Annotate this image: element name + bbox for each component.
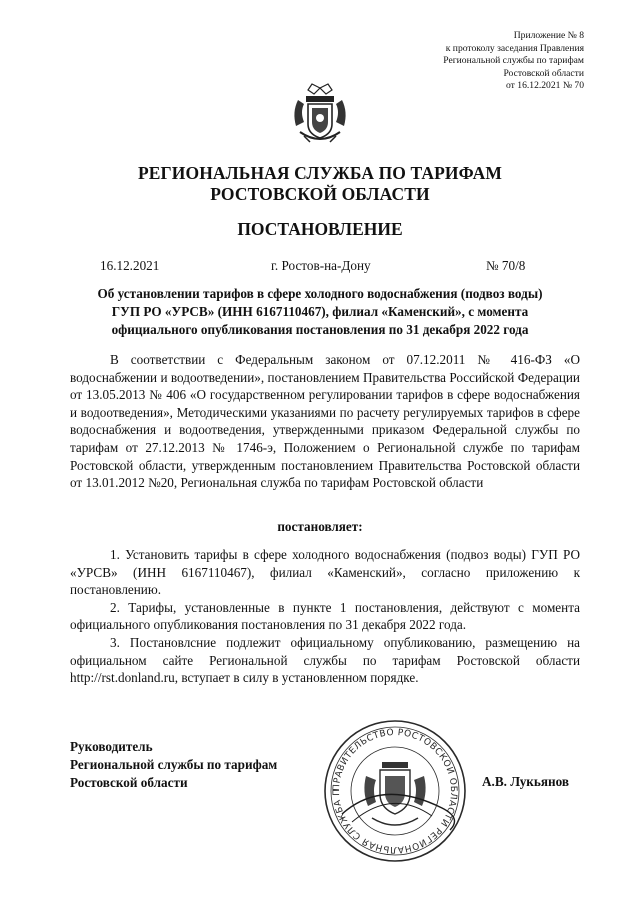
preamble (70, 351, 580, 492)
decree-item: 3. Постановлсние подлежит официальному опубликованию, размещению на официальном сайте Региональной службы по тарифам Ростовской области http://rst.donland.ru, вступает в силу в установленном порядке. (70, 634, 580, 686)
decree-items (70, 546, 580, 687)
appendix-line: от 16.12.2021 № 70 (506, 80, 584, 92)
appendix-line: к протоколу заседания Правления (445, 42, 584, 54)
signatory-title-line: Руководитель (70, 739, 153, 754)
subject-line: Об установлении тарифов в сфере холодного водоснабжения (подвоз воды) (97, 286, 543, 301)
decree-word: постановляет: (277, 519, 363, 534)
appendix-line: Приложение № 8 (513, 30, 584, 41)
signatory-title (70, 738, 277, 792)
appendix-line: Ростовской области (503, 67, 584, 79)
org-line: РОСТОВСКОЙ ОБЛАСТИ (210, 184, 430, 204)
appendix-line: Региональной службы по тарифам (443, 55, 584, 67)
signatory-title-line: Региональной службы по тарифам (70, 757, 278, 772)
official-seal-stamp (322, 718, 468, 864)
org-line: РЕГИОНАЛЬНАЯ СЛУЖБА ПО ТАРИФАМ (137, 163, 502, 183)
document-city: г. Ростов-на-Дону (271, 258, 371, 273)
preamble-text: В соответствии с Федеральным законом от 07.12.2011 № 416-ФЗ «О водоснабжении и водоотведении», постановлением Правительства Российской Федерации от 13.05.2013 № 406 «О государственном регулировании тарифов в сфере водоснабжения и водоотведения», Методическими указаниями по расчету регулируемых тарифов в сфере водоснабжения и водоотведения, утвержденными приказом Федеральной службы по тарифам от 27.12.2013 № 1746-э, Положением о Региональной службе по тарифам Ростовской области, утвержденным постановлением Правительства Ростовской области от 13.01.2012 №20, Региональная служба по тарифам Ростовской области (70, 352, 580, 491)
organization-title (0, 163, 640, 205)
signatory-title-line: Ростовской области (70, 775, 188, 790)
decree-item: 1. Установить тарифы в сфере холодного водоснабжения (подвоз воды) ГУП РО «УРСВ» (ИНН 6167110467), филиал «Каменский», согласно приложению к постановлению. (70, 547, 580, 598)
subject-line: ГУП РО «УРСВ» (ИНН 6167110467), филиал «Каменский», с момента (111, 304, 529, 319)
seal-emblem-icon (364, 762, 425, 825)
document-date: 16.12.2021 (100, 258, 160, 273)
document-number: № 70/8 (486, 258, 526, 273)
appendix-block (443, 30, 584, 93)
document-type: ПОСТАНОВЛЕНИЕ (237, 219, 403, 239)
signatory-name: А.В. Лукьянов (482, 774, 569, 789)
coat-of-arms-icon (290, 82, 350, 148)
seal-text: ПРАВИТЕЛЬСТВО РОСТОВСКОЙ ОБЛАСТИ РЕГИОНАЛЬНАЯ СЛУЖБА П (331, 727, 459, 855)
decree-item: 2. Тарифы, установленные в пункте 1 постановления, действуют с момента официального опубликования постановления по 31 декабря 2022 года. (70, 599, 580, 633)
document-subject (70, 285, 570, 339)
subject-line: официального опубликования постановления по 31 декабря 2022 года (111, 322, 529, 337)
